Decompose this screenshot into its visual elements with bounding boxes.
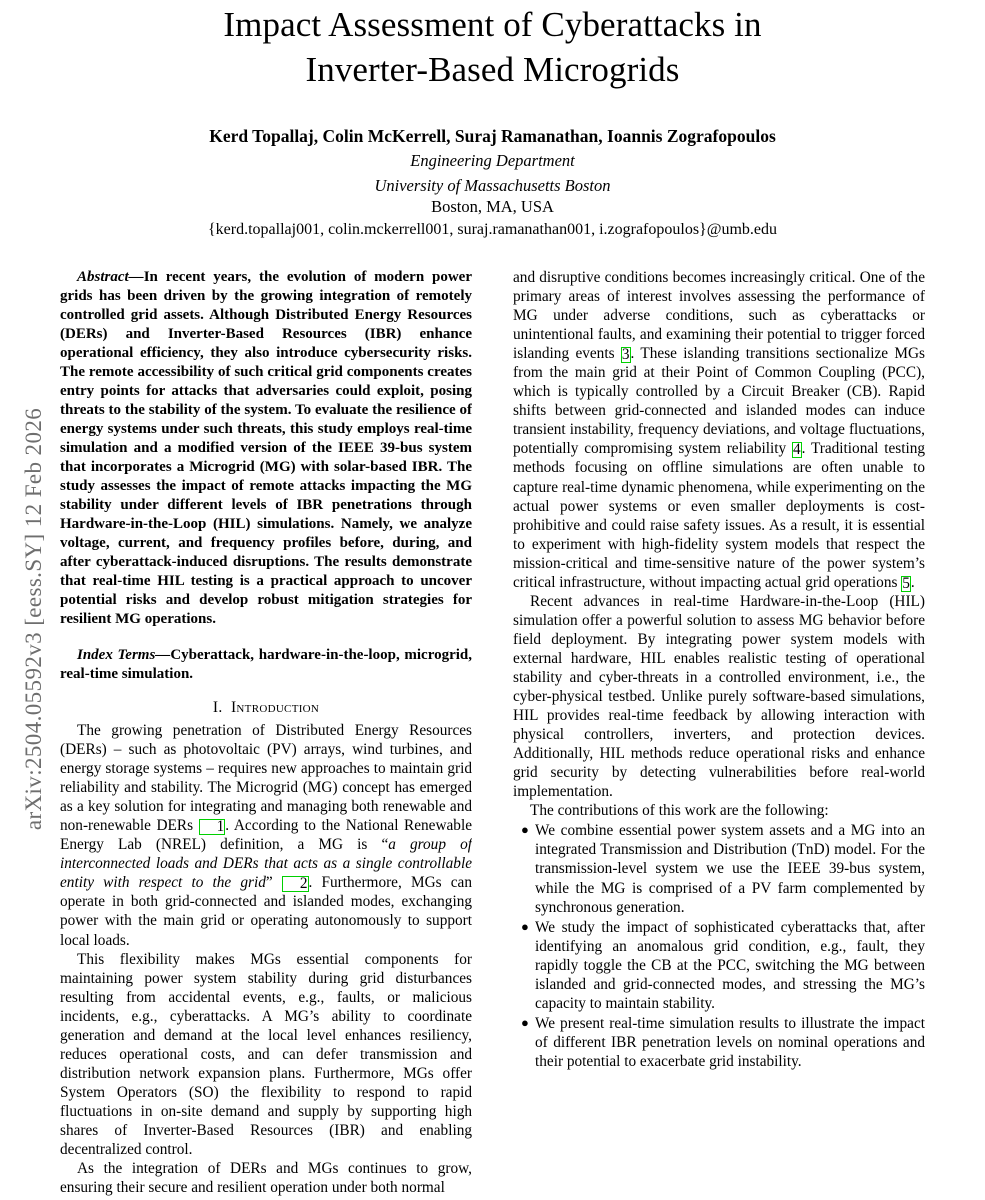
- paragraph-intro-3: As the integration of DERs and MGs continues to grow, ensuring their secure and resilient operation under both normal: [60, 1160, 472, 1197]
- contribution-text: We present real-time simulation results to illustrate the impact of different IBR penetration levels on nominal operations and their potential to exacerbate grid instability.: [535, 1014, 925, 1070]
- citation-link-3[interactable]: [621, 347, 631, 363]
- intro-1-part-d: . Furthermore, MGs can operate in both grid-connected and islanded modes, exchanging power with the main grid or operating autonomously to support local loads.: [60, 874, 472, 949]
- section-title: Introduction: [230, 699, 320, 716]
- contribution-text: We combine essential power system assets and a MG into an integrated Transmission and Distribution (TnD) model. For the transmission-level system we use the IEEE 39-bus system, while the MG is comprised of a PV farm complemented by synchronous generation.: [535, 822, 925, 916]
- intro-1-part-b: . According to the National Renewable Energy Lab (NREL) definition, a MG is “: [60, 817, 472, 854]
- column-left: [60, 268, 472, 1200]
- abstract-text: In recent years, the evolution of modern power grids has been driven by the growing integration of remotely controlled grid assets. Although Distributed Energy Resources (DERs) and Inverter-Based Resources (IBR) enhance operational efficiency, they also introduce cybersecurity risks. The remote accessibility of such critical grid components creates entry points for attacks that adversaries could exploit, posing threats to the stability of the system. To evaluate the resilience of energy systems under such threats, this study employs real-time simulation and a modified version of the IEEE 39-bus system that incorporates a Microgrid (MG) with solar-based IBR. The study assesses the impact of remote attacks impacting the MG stability under different levels of IBR penetrations through Hardware-in-the-Loop (HIL) simulations. Namely, we analyze voltage, current, and frequency profiles before, during, and after cyberattack-induced disruptions. The results demonstrate that real-time HIL testing is a practical approach to uncover potential risks and develop robust mitigation strategies for resilient MG operations.: [60, 269, 472, 627]
- page-title: [60, 0, 925, 92]
- author-emails: {kerd.topallaj001, colin.mckerrell001, suraj.ramanathan001, i.zografopoulos}@umb.edu: [207, 220, 778, 238]
- paragraph-intro-1: [60, 721, 472, 950]
- body-columns: [60, 268, 925, 1200]
- bullet-icon: ●: [521, 1014, 529, 1030]
- index-terms-label: Index Terms—: [77, 647, 171, 663]
- citation-label: 1: [216, 818, 225, 836]
- arxiv-stamp: arXiv:2504.05592v3 [eess.SY] 12 Feb 2026: [21, 407, 46, 831]
- column-right: [513, 268, 925, 1200]
- index-terms: [60, 646, 472, 684]
- contributions-list: [513, 821, 925, 1071]
- author-list: Kerd Topallaj, Colin McKerrell, Suraj Ramanathan, Ioannis Zografopoulos: [209, 126, 776, 146]
- section-number: I.: [212, 699, 223, 716]
- right-1-part-c: . Traditional testing methods focusing on offline simulations are often unable to capture real-time dynamic phenomena, while experimenting on the actual power systems or even smaller deployments is cost-prohibitive and could raise safety issues. As a result, it is essential to experiment with high-fidelity system models that respect the mission-critical and time-sensitive nature of the power system’s critical infrastructure, without impacting actual grid operations: [513, 440, 925, 591]
- citation-label: 3: [621, 346, 630, 364]
- paragraph-right-2: Recent advances in real-time Hardware-in-the-Loop (HIL) simulation offer a powerful solution to assess MG behavior before field deployment. By integrating power system models with external hardware, HIL enables realistic testing of operational stability and cyber-threats in a controlled environment, i.e., the cyber-physical testbed. Unlike purely software-based simulations, HIL provides real-time feedback by allowing interaction with physical controllers, inverters, and protection devices. Additionally, HIL methods reduce operational risks and enhance grid security by detecting vulnerabilities before real-world implementation.: [513, 592, 925, 801]
- bullet-icon: ●: [521, 822, 529, 838]
- list-item: [513, 821, 925, 916]
- affiliation-university: University of Massachusetts Boston: [374, 175, 611, 195]
- list-item: [513, 1014, 925, 1071]
- section-heading-introduction: [60, 699, 472, 717]
- affiliation-city: Boston, MA, USA: [431, 197, 554, 216]
- intro-1-part-c: ”: [265, 874, 282, 892]
- list-item: [513, 918, 925, 1013]
- paragraph-right-1: [513, 268, 925, 592]
- citation-label: 2: [299, 875, 308, 893]
- paper-header: [60, 0, 925, 240]
- citation-label: 5: [902, 574, 910, 592]
- paragraph-contributions-lead: The contributions of this work are the following:: [530, 802, 829, 820]
- title-line-1: Impact Assessment of Cyberattacks in: [223, 5, 762, 44]
- citation-link-5[interactable]: [901, 576, 911, 592]
- intro-1-part-a: The growing penetration of Distributed Energy Resources (DERs) – such as photovoltaic (PV) arrays, wind turbines, and energy storage systems – requires new approaches to maintain grid reliability and stability. The Microgrid (MG) concept has emerged as a key solution for integrating and managing both renewable and non-renewable DERs: [60, 722, 472, 835]
- citation-label: 4: [792, 441, 801, 459]
- citation-link-2[interactable]: [282, 876, 309, 892]
- nrel-definition-quote: a group of interconnected loads and DERs that acts as a single controllable entity with respect to the grid: [60, 836, 472, 892]
- right-1-part-d: .: [910, 573, 915, 591]
- citation-link-4[interactable]: [792, 442, 802, 458]
- right-1-part-a: and disruptive conditions becomes increasingly critical. One of the primary areas of interest involves assessing the performance of MG under adverse conditions, such as cyberattacks or unintentional faults, and examining their potential to trigger forced islanding events: [513, 269, 925, 363]
- affiliation-department: Engineering Department: [410, 151, 575, 170]
- index-terms-text: Cyberattack, hardware-in-the-loop, microgrid, real-time simulation.: [60, 647, 472, 682]
- right-1-part-b: . These islanding transitions sectionalize MGs from the main grid at their Point of Common Coupling (PCC), which is typically controlled by a Circuit Breaker (CB). Rapid shifts between grid-connected and islanded modes can induce transient instability, frequency deviations, and voltage fluctuations, potentially compromising system reliability: [513, 345, 925, 458]
- paragraph-intro-2: This flexibility makes MGs essential components for maintaining power system stability during grid disturbances resulting from accidental events, e.g., faults, or malicious incidents, e.g., cyberattacks. A MG’s ability to coordinate generation and demand at the local level enhances resiliency, reduces operational costs, and can defer transmission and distribution network expansion plans. Furthermore, MGs offer System Operators (SO) the flexibility to respond to rapid fluctuations in on-site demand and supply by supporting high shares of Inverter-Based Resources (IBR) and enabling decentralized control.: [60, 950, 472, 1159]
- citation-link-1[interactable]: [199, 819, 226, 835]
- contribution-text: We study the impact of sophisticated cyberattacks that, after identifying an anomalous grid condition, e.g., fault, they rapidly toggle the CB at the PCC, switching the MG between islanded and grid-connected modes, and stressing the MG’s capacity to maintain stability.: [535, 918, 925, 1012]
- title-line-2: Inverter-Based Microgrids: [305, 50, 680, 89]
- abstract-label: Abstract—: [77, 269, 144, 285]
- bullet-icon: ●: [521, 918, 529, 934]
- abstract: [60, 268, 472, 629]
